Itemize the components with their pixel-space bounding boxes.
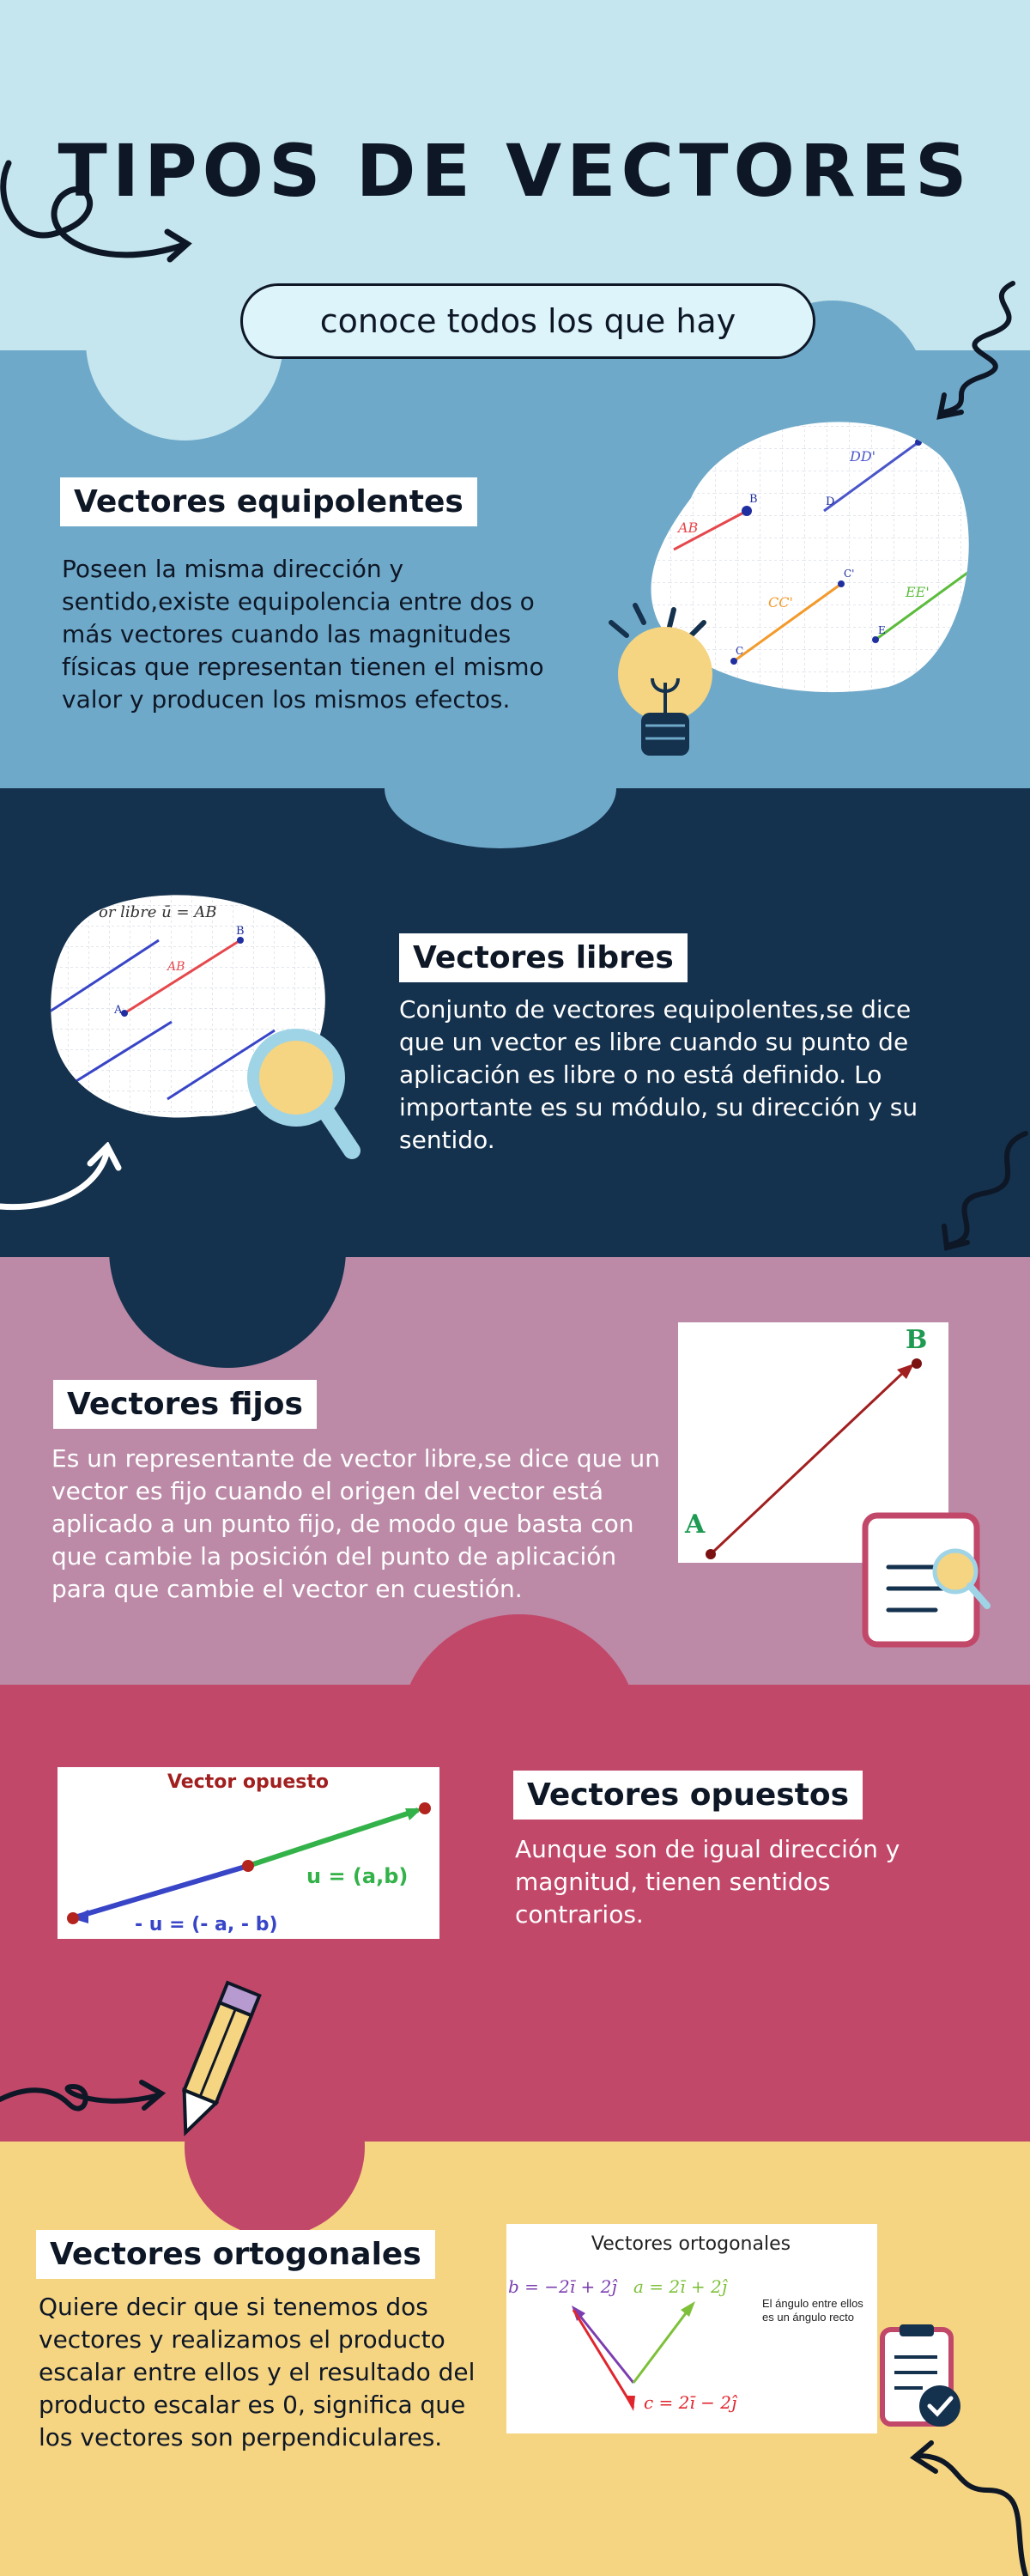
section-title-equipolentes: Vectores equipolentes [60,477,477,526]
spring-arrow-icon [927,275,1030,421]
fig2-label-a: A [114,1004,123,1017]
fig4-title: Vector opuesto [167,1771,330,1793]
fig5-label-b: b = −2ī + 2ĵ [508,2276,617,2297]
fig1-label-d: D [826,495,835,508]
fig1-label-c2: C' [844,568,855,580]
fig2-caption: or libre ū = AB [99,903,217,921]
fig2-label-ab: AB [167,960,185,974]
section-text-libres: Conjunto de vectores equipolentes,se dice que un vector es libre cuando su punto de aplicación es libre o no está definido. Lo importante es su módulo, su dirección y su sentido. [399,995,918,1154]
fig1-label-cc: CC' [768,594,793,611]
page-title: TIPOS DE VECTORES [58,129,972,213]
fig3-label-b: B [906,1325,928,1355]
document-icon [858,1507,996,1653]
section-text-equipolentes: Poseen la misma dirección y sentido,existe equipolencia entre dos o más vectores cuando las magnitudes físicas que representan tienen el mismo valor y producen los mismos efectos. [62,555,544,714]
fig4-label-neg: - u = (- a, - b) [135,1914,278,1935]
section-text-fijos: Es un representante de vector libre,se dice que un vector es fijo cuando el origen del vector está aplicado a un punto fijo, de modo que basta con que cambie la posición del punto de aplicación para que cambie el vector en cuestión. [52,1444,661,1603]
fig4-label-u: u = (a,b) [306,1864,409,1888]
hook-arrow-icon [901,2439,1030,2576]
section-text-opuestos: Aunque son de igual dirección y magnitud, tienen sentidos contrarios. [515,1835,900,1929]
section-title-opuestos: Vectores opuestos [513,1771,863,1820]
magnifier-icon [245,1022,365,1168]
fig5-title: Vectores ortogonales [591,2233,791,2255]
ortogonales-figure [506,2224,877,2433]
section-text-ortogonales: Quiere decir que si tenemos dos vectores y realizamos el producto escalar entre ellos y el resultado del producto escalar es 0, significa que los vectores son perpendiculares. [39,2293,476,2451]
fig5-note: El ángulo entre ellos es un ángulo recto [762,2297,863,2324]
curly-arrow-icon [0,146,206,292]
fig5-label-c: c = 2ī − 2ĵ [644,2392,737,2413]
fig5-label-a: a = 2ī + 2ĵ [633,2276,727,2297]
section-title-ortogonales: Vectores ortogonales [36,2230,435,2279]
fig1-label-dd: DD' [850,448,876,465]
wavy-arrow-icon [931,1125,1030,1254]
loop-arrow-icon [0,2061,172,2129]
fig2-label-b: B [236,925,245,938]
section-title-libres: Vectores libres [399,933,688,982]
fig1-label-ab: AB [678,519,699,536]
fig1-label-e: E [878,624,886,636]
subtitle-pill: conoce todos los que hay [240,283,815,359]
fig3-label-a: A [685,1510,706,1540]
curved-arrow-icon [0,1142,129,1219]
fig1-label-b: B [749,493,758,506]
fig1-label-c: C [736,645,744,657]
pencil-icon [167,1975,262,2147]
fig1-label-ee: EE' [906,584,930,600]
clipboard-icon [876,2323,978,2434]
opuestos-figure [58,1767,439,1939]
light-bulb-icon [601,601,738,773]
section-title-fijos: Vectores fijos [53,1380,317,1429]
